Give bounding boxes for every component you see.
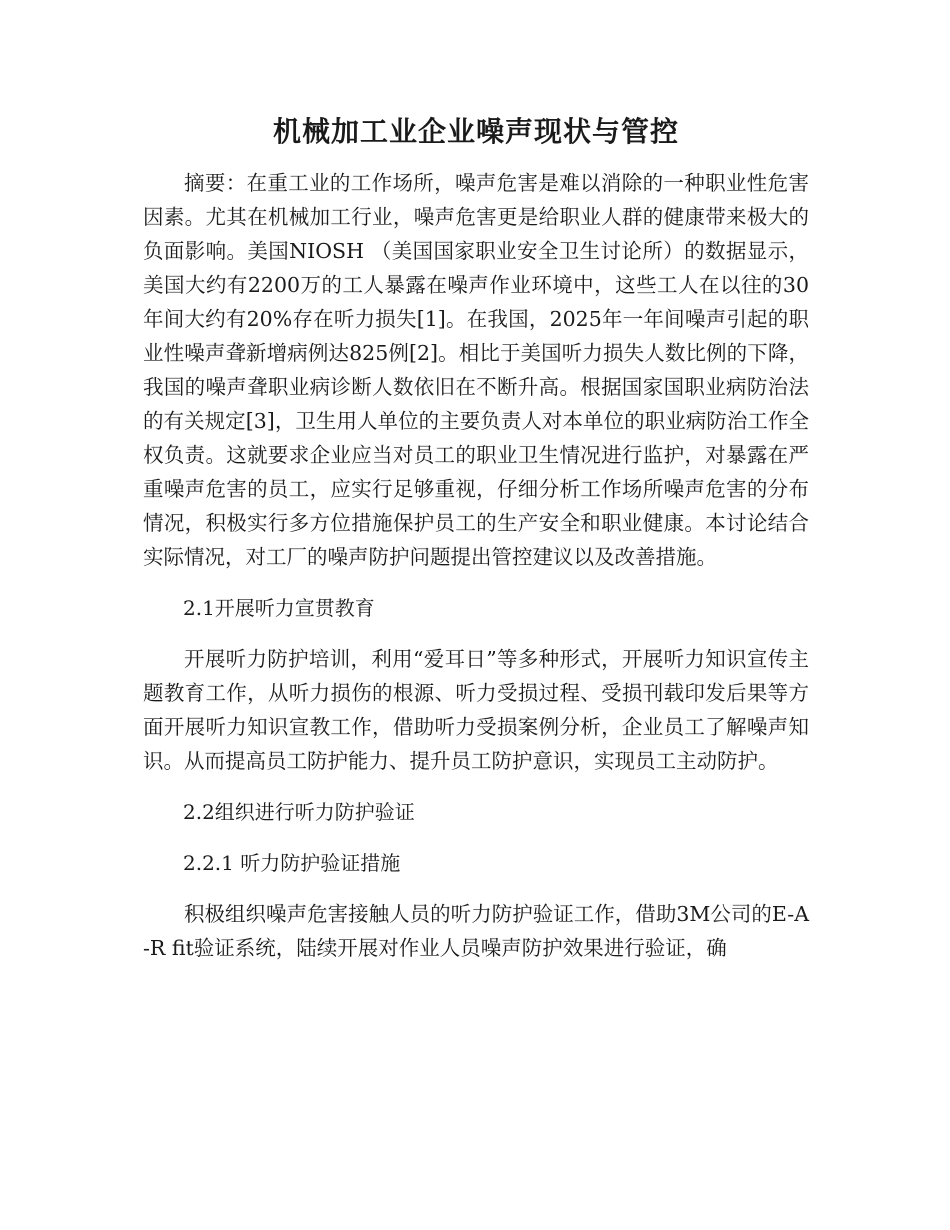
section-2-2-1-paragraph: 积极组织噪声危害接触人员的听力防护验证工作，借助3M公司的E-A-R fit验证系统，陆续开展对作业人员噪声防护效果进行验证，确 bbox=[143, 902, 809, 960]
section-2-1-paragraph: 开展听力防护培训，利用“爱耳日”等多种形式，开展听力知识宣传主题教育工作，从听力损伤的根源、听力受损过程、受损刊载印发后果等方面开展听力知识宣教工作，借助听力受损案例分析，企业员工了解噪声知识。从而提高员工防护能力、提升员工防护意识，实现员工主动防护。 bbox=[143, 647, 809, 773]
document-page bbox=[143, 108, 809, 965]
abstract-paragraph: 摘要：在重工业的工作场所，噪声危害是难以消除的一种职业性危害因素。尤其在机械加工行业，噪声危害更是给职业人群的健康带来极大的负面影响。美国NIOSH （美国国家职业安全卫生讨论所）的数据显示，美国大约有2200万的工人暴露在噪声作业环境中，这些工人在以往的30年间大约有20%存在听力损失[1]。在我国，2025年一年间噪声引起的职业性噪声聋新增病例达825例[2]。相比于美国听力损失人数比例的下降，我国的噪声聋职业病诊断人数依旧在不断升高。根据国家国职业病防治法的有关规定[3]，卫生用人单位的主要负责人对本单位的职业病防治工作全权负责。这就要求企业应当对员工的职业卫生情况进行监护，对暴露在严重噪声危害的员工，应实行足够重视，仔细分析工作场所噪声危害的分布情况，积极实行多方位措施保护员工的生产安全和职业健康。本讨论结合实际情况，对工厂的噪声防护问题提出管控建议以及改善措施。 bbox=[143, 171, 809, 569]
spacer bbox=[143, 625, 809, 642]
spacer bbox=[143, 778, 809, 795]
spacer bbox=[143, 880, 809, 897]
document-title: 机械加工业企业噪声现状与管控 bbox=[272, 115, 679, 148]
section-2-2-heading: 2.2组织进行听力防护验证 bbox=[183, 800, 415, 824]
section-2-1-heading: 2.1开展听力宣贯教育 bbox=[183, 596, 375, 620]
section-2-2-1-heading: 2.2.1 听力防护验证措施 bbox=[183, 851, 401, 875]
spacer bbox=[143, 574, 809, 591]
spacer bbox=[143, 829, 809, 846]
